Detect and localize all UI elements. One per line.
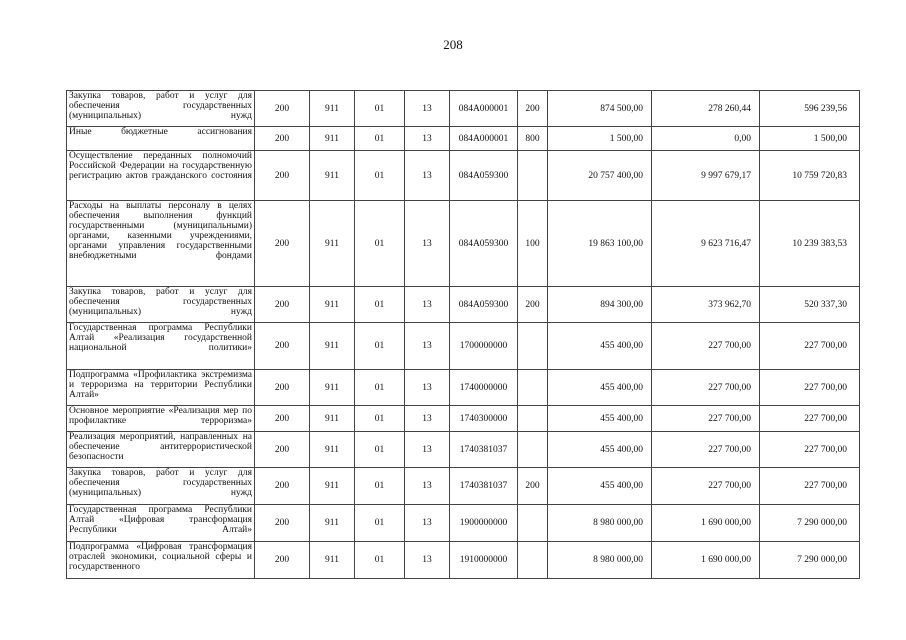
cell-remainder: 227 700,00 (760, 432, 860, 468)
cell-subsection: 13 (405, 323, 450, 370)
cell-approved: 8 980 000,00 (548, 542, 652, 579)
cell-approved: 8 980 000,00 (548, 505, 652, 542)
cell-section: 01 (355, 406, 405, 432)
cell-expense-type (518, 505, 548, 542)
cell-executed: 1 690 000,00 (652, 505, 760, 542)
cell-remainder: 520 337,30 (760, 287, 860, 323)
cell-executed: 9 997 679,17 (652, 151, 760, 201)
table-row (67, 468, 860, 505)
table-row (67, 287, 860, 323)
row-name-text: Закупка товаров, работ и услуг для обеспечения государственных (муниципальных) нужд (69, 287, 252, 317)
cell-section: 01 (355, 91, 405, 127)
cell-executed: 227 700,00 (652, 432, 760, 468)
cell-code: 200 (255, 201, 310, 287)
cell-target-article: 084A059300 (450, 201, 518, 287)
table-row (67, 370, 860, 406)
cell-expense-type: 200 (518, 91, 548, 127)
row-name-text: Подпрограмма «Профилактика экстремизма и терроризма на территории Республики Алтай» (69, 370, 252, 400)
row-name (67, 287, 255, 323)
row-name-text: Закупка товаров, работ и услуг для обеспечения государственных (муниципальных) нужд (69, 468, 252, 498)
cell-subsection: 13 (405, 151, 450, 201)
cell-target-article: 084A059300 (450, 151, 518, 201)
cell-target-article: 084A000001 (450, 127, 518, 151)
cell-executed: 373 962,70 (652, 287, 760, 323)
cell-executed: 9 623 716,47 (652, 201, 760, 287)
cell-target-article: 084A059300 (450, 287, 518, 323)
cell-target-article: 1740381037 (450, 432, 518, 468)
cell-subsection: 13 (405, 91, 450, 127)
cell-code: 200 (255, 323, 310, 370)
cell-code: 200 (255, 406, 310, 432)
cell-approved: 455 400,00 (548, 323, 652, 370)
table-row (67, 432, 860, 468)
cell-expense-type: 100 (518, 201, 548, 287)
cell-section: 01 (355, 151, 405, 201)
cell-section: 01 (355, 201, 405, 287)
cell-ministry: 911 (310, 323, 355, 370)
cell-approved: 455 400,00 (548, 406, 652, 432)
cell-remainder: 7 290 000,00 (760, 542, 860, 579)
cell-section: 01 (355, 370, 405, 406)
cell-remainder: 10 759 720,83 (760, 151, 860, 201)
cell-approved: 19 863 100,00 (548, 201, 652, 287)
row-name (67, 406, 255, 432)
cell-remainder: 7 290 000,00 (760, 505, 860, 542)
table-row (67, 151, 860, 201)
cell-target-article: 1900000000 (450, 505, 518, 542)
cell-remainder: 227 700,00 (760, 468, 860, 505)
cell-executed: 278 260,44 (652, 91, 760, 127)
cell-target-article: 084A000001 (450, 91, 518, 127)
table-row (67, 91, 860, 127)
cell-target-article: 1910000000 (450, 542, 518, 579)
row-name-text: Иные бюджетные ассигнования (69, 127, 252, 137)
cell-subsection: 13 (405, 201, 450, 287)
cell-subsection: 13 (405, 127, 450, 151)
cell-approved: 894 300,00 (548, 287, 652, 323)
table-row (67, 201, 860, 287)
cell-approved: 1 500,00 (548, 127, 652, 151)
cell-executed: 0,00 (652, 127, 760, 151)
cell-expense-type (518, 432, 548, 468)
cell-approved: 455 400,00 (548, 468, 652, 505)
cell-ministry: 911 (310, 505, 355, 542)
cell-ministry: 911 (310, 91, 355, 127)
row-name-text: Подпрограмма «Цифровая трансформация отраслей экономики, социальной сферы и государственного (69, 542, 252, 572)
cell-executed: 227 700,00 (652, 468, 760, 505)
table-row (67, 127, 860, 151)
cell-section: 01 (355, 432, 405, 468)
budget-table (66, 90, 860, 579)
cell-expense-type: 200 (518, 468, 548, 505)
row-name (67, 127, 255, 151)
cell-ministry: 911 (310, 151, 355, 201)
row-name (67, 151, 255, 201)
row-name (67, 91, 255, 127)
cell-code: 200 (255, 432, 310, 468)
cell-section: 01 (355, 323, 405, 370)
cell-code: 200 (255, 542, 310, 579)
cell-section: 01 (355, 505, 405, 542)
cell-section: 01 (355, 542, 405, 579)
cell-subsection: 13 (405, 406, 450, 432)
cell-ministry: 911 (310, 406, 355, 432)
cell-executed: 227 700,00 (652, 370, 760, 406)
cell-remainder: 227 700,00 (760, 370, 860, 406)
row-name (67, 370, 255, 406)
cell-ministry: 911 (310, 287, 355, 323)
table-row (67, 542, 860, 579)
cell-code: 200 (255, 370, 310, 406)
cell-subsection: 13 (405, 505, 450, 542)
cell-target-article: 1700000000 (450, 323, 518, 370)
row-name-text: Закупка товаров, работ и услуг для обеспечения государственных (муниципальных) нужд (69, 91, 252, 121)
cell-expense-type (518, 370, 548, 406)
cell-ministry: 911 (310, 201, 355, 287)
cell-approved: 455 400,00 (548, 432, 652, 468)
table-row (67, 406, 860, 432)
row-name (67, 542, 255, 579)
cell-approved: 455 400,00 (548, 370, 652, 406)
row-name-text: Осуществление переданных полномочий Российской Федерации на государственную регистрацию актов гражданского состояния (69, 151, 252, 181)
row-name (67, 505, 255, 542)
cell-remainder: 596 239,56 (760, 91, 860, 127)
cell-expense-type: 200 (518, 287, 548, 323)
row-name (67, 432, 255, 468)
cell-code: 200 (255, 91, 310, 127)
row-name (67, 468, 255, 505)
cell-target-article: 1740381037 (450, 468, 518, 505)
cell-executed: 227 700,00 (652, 323, 760, 370)
row-name-text: Расходы на выплаты персоналу в целях обеспечения выполнения функций государственными (муниципальными) органами, казенными учреждениями, органами управления государственными внебюджетными фондами (69, 201, 252, 261)
cell-subsection: 13 (405, 542, 450, 579)
cell-section: 01 (355, 468, 405, 505)
row-name-text: Государственная программа Республики Алтай «Цифровая трансформация Республики Алтай» (69, 505, 252, 535)
cell-code: 200 (255, 151, 310, 201)
cell-approved: 20 757 400,00 (548, 151, 652, 201)
cell-ministry: 911 (310, 468, 355, 505)
cell-code: 200 (255, 127, 310, 151)
row-name (67, 201, 255, 287)
cell-expense-type: 800 (518, 127, 548, 151)
cell-section: 01 (355, 127, 405, 151)
page-number: 208 (443, 37, 463, 52)
cell-remainder: 227 700,00 (760, 406, 860, 432)
cell-expense-type (518, 151, 548, 201)
cell-subsection: 13 (405, 432, 450, 468)
cell-ministry: 911 (310, 542, 355, 579)
cell-ministry: 911 (310, 127, 355, 151)
cell-expense-type (518, 542, 548, 579)
table-row (67, 323, 860, 370)
row-name (67, 323, 255, 370)
cell-subsection: 13 (405, 287, 450, 323)
cell-executed: 227 700,00 (652, 406, 760, 432)
row-name-text: Реализация мероприятий, направленных на обеспечение антитеррористической безопасности (69, 432, 252, 462)
cell-code: 200 (255, 287, 310, 323)
cell-expense-type (518, 323, 548, 370)
cell-section: 01 (355, 287, 405, 323)
table-row (67, 505, 860, 542)
cell-executed: 1 690 000,00 (652, 542, 760, 579)
cell-ministry: 911 (310, 370, 355, 406)
cell-code: 200 (255, 468, 310, 505)
row-name-text: Государственная программа Республики Алтай «Реализация государственной национальной политики» (69, 323, 252, 353)
cell-target-article: 1740000000 (450, 370, 518, 406)
cell-code: 200 (255, 505, 310, 542)
cell-remainder: 10 239 383,53 (760, 201, 860, 287)
row-name-text: Основное мероприятие «Реализация мер по профилактике терроризма» (69, 406, 252, 426)
cell-expense-type (518, 406, 548, 432)
cell-remainder: 1 500,00 (760, 127, 860, 151)
cell-target-article: 1740300000 (450, 406, 518, 432)
cell-remainder: 227 700,00 (760, 323, 860, 370)
cell-subsection: 13 (405, 468, 450, 505)
cell-approved: 874 500,00 (548, 91, 652, 127)
cell-ministry: 911 (310, 432, 355, 468)
cell-subsection: 13 (405, 370, 450, 406)
